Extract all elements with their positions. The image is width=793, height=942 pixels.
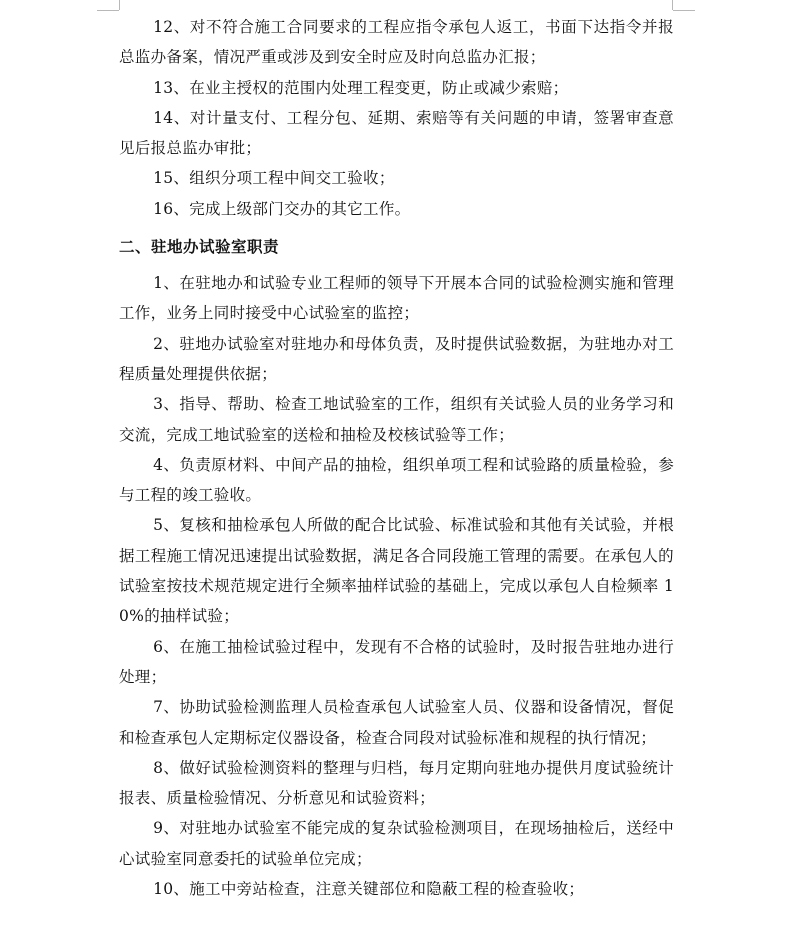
lab-duty-item-6: 6、在施工抽检试验过程中，发现有不合格的试验时，及时报告驻地办进行处理； [119,637,674,686]
lab-duty-item-7: 7、协助试验检测监理人员检查承包人试验室人员、仪器和设备情况，督促和检查承包人定期标定仪器设备，检查合同段对试验标准和规程的执行情况； [119,698,674,747]
lab-duty-item-9: 9、对驻地办试验室不能完成的复杂试验检测项目，在现场抽检后，送经中心试验室同意委托的试验单位完成； [119,819,674,868]
lab-duty-item-8: 8、做好试验检测资料的整理与归档，每月定期向驻地办提供月度试验统计报表、质量检验情况、分析意见和试验资料； [119,758,674,808]
lab-duty-item-1: 1、在驻地办和试验专业工程师的领导下开展本合同的试验检测实施和管理工作，业务上同时接受中心试验室的监控； [119,274,674,323]
lab-duty-item-3: 3、指导、帮助、检查工地试验室的工作，组织有关试验人员的业务学习和交流，完成工地试验室的送检和抽检及校核试验等工作； [119,395,674,444]
right-margin-corner-mark-horizontal [673,10,695,11]
lab-duty-item-4: 4、负责原材料、中间产品的抽检，组织单项工程和试验路的质量检验，参与工程的竣工验收。 [119,455,674,505]
right-margin-corner-mark [672,0,673,10]
section-heading: 二、驻地办试验室职责 [119,238,280,257]
paragraph-item-15: 15、组织分项工程中间交工验收； [153,169,395,188]
lab-duty-item-10: 10、施工中旁站检查，注意关键部位和隐蔽工程的检查验收； [153,880,585,899]
paragraph-item-12: 12、对不符合施工合同要求的工程应指令承包人返工，书面下达指令并报总监办备案，情况严重或涉及到安全时应及时向总监办汇报； [119,18,674,67]
lab-duty-item-5: 5、复核和抽检承包人所做的配合比试验、标准试验和其他有关试验，并根据工程施工情况迅速提出试验数据，满足各合同段施工管理的需要。在承包人的试验室按技术规范规定进行全频率抽样试验的基础上，完成以承包人自检频率 10%的抽样试验； [119,516,674,626]
left-margin-corner-mark-horizontal [97,10,119,11]
paragraph-item-16: 16、完成上级部门交办的其它工作。 [153,199,411,218]
left-margin-corner-mark [119,0,120,10]
lab-duty-item-2: 2、驻地办试验室对驻地办和母体负责，及时提供试验数据，为驻地办对工程质量处理提供依据； [119,334,674,383]
paragraph-item-13: 13、在业主授权的范围内处理工程变更，防止或减少索赔； [153,78,569,97]
paragraph-item-14: 14、对计量支付、工程分包、延期、索赔等有关问题的申请，签署审查意见后报总监办审批； [119,108,674,158]
document-body [119,12,674,904]
